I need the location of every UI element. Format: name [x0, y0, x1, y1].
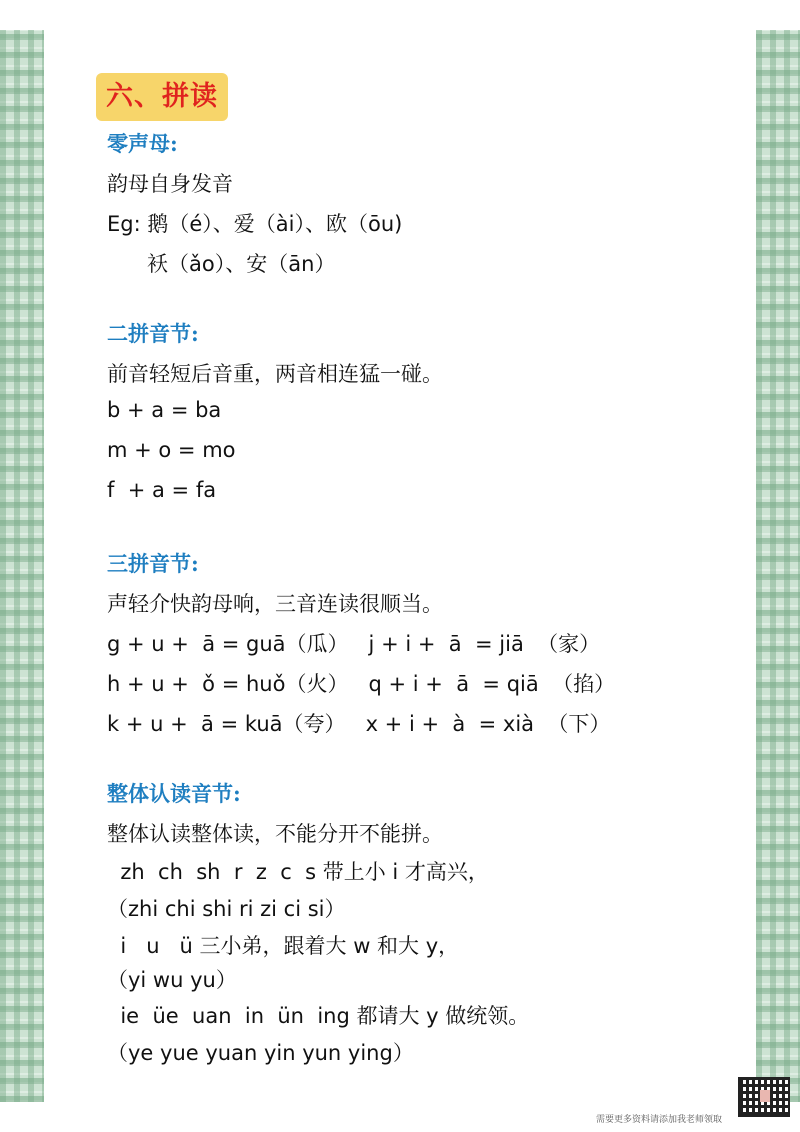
heading-three-part-syllable: 三拼音节:	[107, 551, 199, 576]
text-line: f + a = fa	[107, 478, 217, 502]
qr-center-logo	[760, 1090, 770, 1102]
text-line: （yi wu yu）	[107, 968, 237, 992]
section-title: 六、拼读	[96, 73, 228, 121]
heading-whole-syllable: 整体认读音节:	[107, 781, 241, 806]
text-line: k + u + ā = kuā（夸） x + i + à = xià （下）	[107, 712, 611, 736]
heading-zero-initial: 零声母:	[107, 131, 178, 156]
text-line: （zhi chi shi ri zi ci si）	[107, 897, 346, 921]
text-line: 韵母自身发音	[107, 172, 233, 196]
text-line: 整体认读整体读，不能分开不能拼。	[107, 822, 443, 846]
text-line: （ye yue yuan yin yun ying）	[107, 1041, 414, 1065]
text-line: zh ch sh r z c s 带上小 i 才高兴，	[107, 860, 489, 884]
footer-note: 需要更多资料请添加我老师领取	[596, 1115, 723, 1125]
text-line: g + u + ā = guā（瓜） j + i + ā = jiā （家）	[107, 632, 601, 656]
heading-two-part-syllable: 二拼音节:	[107, 321, 199, 346]
text-line: ie üe uan in ün ing 都请大 y 做统领。	[107, 1004, 530, 1028]
text-line: m + o = mo	[107, 438, 236, 462]
text-line: 袄（ǎo）、安（ān）	[107, 252, 336, 276]
text-line: h + u + ǒ = huǒ（火） q + i + ā = qiā （掐）	[107, 672, 616, 696]
text-line: b + a = ba	[107, 398, 222, 422]
right-plaid-border	[756, 30, 800, 1102]
text-line: 前音轻短后音重，两音相连猛一碰。	[107, 362, 443, 386]
text-line: i u ü 三小弟，跟着大 w 和大 y，	[107, 934, 460, 958]
left-plaid-border	[0, 30, 44, 1102]
text-line: Eg: 鹅（é）、爱（ài）、欧（ōu)	[107, 212, 403, 236]
text-line: 声轻介快韵母响，三音连读很顺当。	[107, 592, 443, 616]
